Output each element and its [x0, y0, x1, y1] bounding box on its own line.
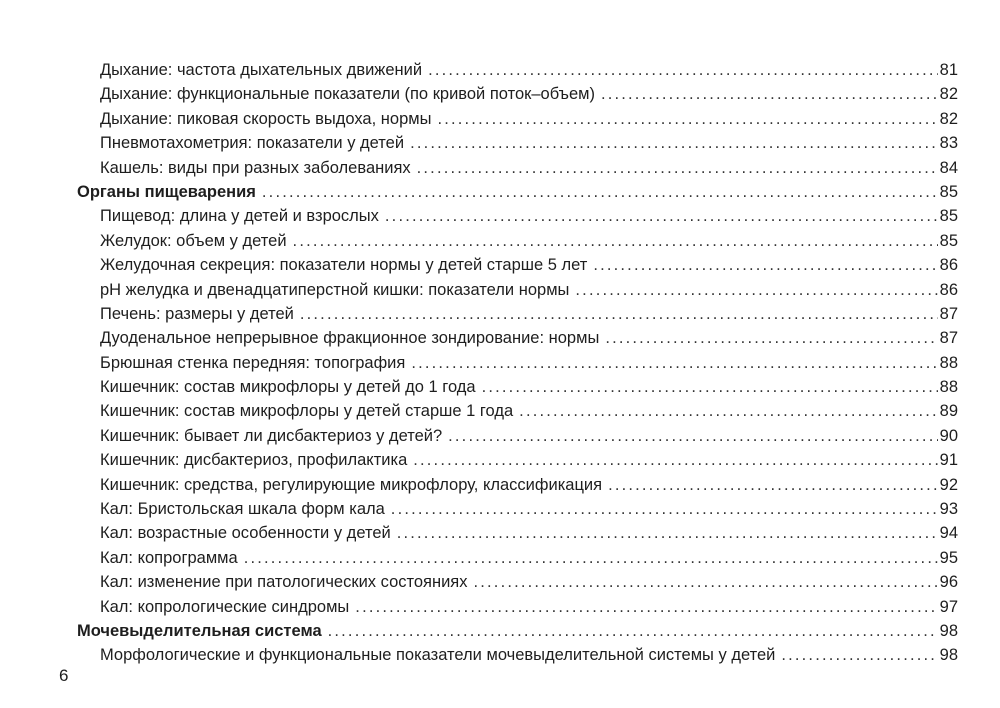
toc-entry-page-number: 82: [939, 109, 958, 128]
toc-entry: [0, 58, 1000, 82]
toc-entry: [0, 643, 1000, 667]
toc-entry: [0, 131, 1000, 155]
dot-leader: [601, 82, 938, 106]
toc-entry-title: Желудочная секреция: показатели нормы у детей старше 5 лет: [100, 256, 588, 275]
toc-entry-page-number: 87: [939, 304, 958, 323]
toc-entry-title: Брюшная стенка передняя: топография: [100, 353, 406, 372]
toc-entry: [0, 473, 1000, 497]
toc-entry: [0, 229, 1000, 253]
toc-entry-page-number: 85: [939, 207, 958, 226]
toc-entry: [0, 570, 1000, 594]
toc-entry-page-number: 98: [939, 646, 958, 665]
dot-leader: [448, 424, 938, 448]
toc-entry: [0, 546, 1000, 570]
toc-entry: [0, 107, 1000, 131]
toc-entry-page-number: 98: [939, 621, 958, 640]
toc-entry: [0, 497, 1000, 521]
toc-section-heading: [0, 619, 1000, 643]
toc-entry: [0, 253, 1000, 277]
toc-entry-title: Дыхание: частота дыхательных движений: [100, 61, 423, 79]
dot-leader: [781, 643, 937, 667]
toc-entry: [0, 424, 1000, 448]
dot-leader: [355, 595, 937, 619]
toc-entry: [0, 399, 1000, 423]
dot-leader: [397, 521, 938, 545]
dot-leader: [385, 204, 938, 228]
toc-entry-title: Кишечник: состав микрофлоры у детей старше 1 года: [100, 402, 514, 421]
toc-entry-title: Дуоденальное непрерывное фракционное зондирование: нормы: [100, 329, 600, 348]
toc-entry-page-number: 97: [939, 597, 958, 616]
toc-entry: [0, 278, 1000, 302]
toc-entry-title: Органы пищеварения: [77, 182, 256, 201]
toc-entry-page-number: 85: [939, 182, 958, 201]
toc-entry-title: Кишечник: бывает ли дисбактериоз у детей?: [100, 426, 443, 445]
toc-entry-title: Кишечник: средства, регулирующие микрофлору, классификация: [100, 475, 603, 494]
dot-leader: [411, 351, 937, 375]
table-of-contents: [0, 58, 1000, 668]
toc-entry-title: Кишечник: состав микрофлоры у детей до 1 года: [100, 378, 476, 397]
toc-entry: [0, 302, 1000, 326]
dot-leader: [519, 399, 937, 423]
toc-entry-page-number: 90: [939, 426, 958, 445]
toc-entry-page-number: 93: [939, 500, 958, 519]
toc-entry-title: Пищевод: длина у детей и взрослых: [100, 207, 379, 226]
toc-entry-title: рН желудка и двенадцатиперстной кишки: показатели нормы: [100, 280, 570, 299]
toc-entry: [0, 156, 1000, 180]
toc-entry-title: Кишечник: дисбактериоз, профилактика: [100, 451, 408, 470]
dot-leader: [417, 156, 938, 180]
toc-entry-title: Дыхание: функциональные показатели (по кривой поток–объем): [100, 85, 595, 104]
toc-entry-page-number: 82: [939, 85, 958, 104]
toc-entry-page-number: 96: [939, 573, 958, 592]
toc-entry: [0, 204, 1000, 228]
toc-entry: [0, 375, 1000, 399]
toc-entry-page-number: 88: [939, 378, 958, 397]
dot-leader: [328, 619, 938, 643]
toc-entry-title: Дыхание: пиковая скорость выдоха, нормы: [100, 109, 432, 128]
dot-leader: [605, 326, 937, 350]
dot-leader: [293, 229, 938, 253]
toc-entry-page-number: 91: [939, 451, 958, 470]
toc-entry-title: Кал: изменение при патологических состояниях: [100, 573, 468, 592]
toc-entry-title: Кашель: виды при разных заболеваниях: [100, 158, 411, 177]
toc-entry-page-number: 84: [939, 158, 958, 177]
toc-entry-page-number: 89: [939, 402, 958, 421]
dot-leader: [593, 253, 937, 277]
dot-leader: [391, 497, 938, 521]
toc-entry-title: Желудок: объем у детей: [100, 231, 287, 250]
toc-entry-title: Кал: копрологические синдромы: [100, 597, 350, 616]
toc-entry: [0, 326, 1000, 350]
dot-leader: [244, 546, 938, 570]
toc-entry-title: Кал: Бристольская шкала форм кала: [100, 500, 385, 519]
toc-entry: [0, 82, 1000, 106]
toc-entry: [0, 448, 1000, 472]
toc-section-heading: [0, 180, 1000, 204]
toc-entry-title: Пневмотахометрия: показатели у детей: [100, 134, 405, 153]
toc-entry: [0, 521, 1000, 545]
toc-entry-page-number: 95: [939, 548, 958, 567]
dot-leader: [410, 131, 938, 155]
dot-leader: [428, 58, 938, 82]
toc-entry-page-number: 87: [939, 329, 958, 348]
dot-leader: [262, 180, 938, 204]
toc-entry-page-number: 92: [939, 475, 958, 494]
dot-leader: [575, 278, 937, 302]
dot-leader: [413, 448, 937, 472]
toc-entry: [0, 595, 1000, 619]
toc-entry-page-number: 94: [939, 524, 958, 543]
toc-entry-title: Кал: возрастные особенности у детей: [100, 524, 391, 543]
toc-entry-title: Кал: копрограмма: [100, 548, 238, 567]
toc-entry-page-number: 81: [939, 61, 958, 79]
dot-leader: [300, 302, 938, 326]
toc-entry-page-number: 88: [939, 353, 958, 372]
toc-entry-page-number: 86: [939, 280, 958, 299]
toc-entry-page-number: 83: [939, 134, 958, 153]
dot-leader: [437, 107, 937, 131]
page-number: 6: [59, 666, 69, 685]
toc-entry-title: Печень: размеры у детей: [100, 304, 294, 323]
toc-entry-page-number: 85: [939, 231, 958, 250]
dot-leader: [474, 570, 938, 594]
toc-entry: [0, 351, 1000, 375]
toc-entry-title: Мочевыделительная система: [77, 621, 322, 640]
toc-entry-title: Морфологические и функциональные показатели мочевыделительной системы у детей: [100, 646, 776, 665]
dot-leader: [608, 473, 938, 497]
toc-entry-page-number: 86: [939, 256, 958, 275]
dot-leader: [482, 375, 938, 399]
